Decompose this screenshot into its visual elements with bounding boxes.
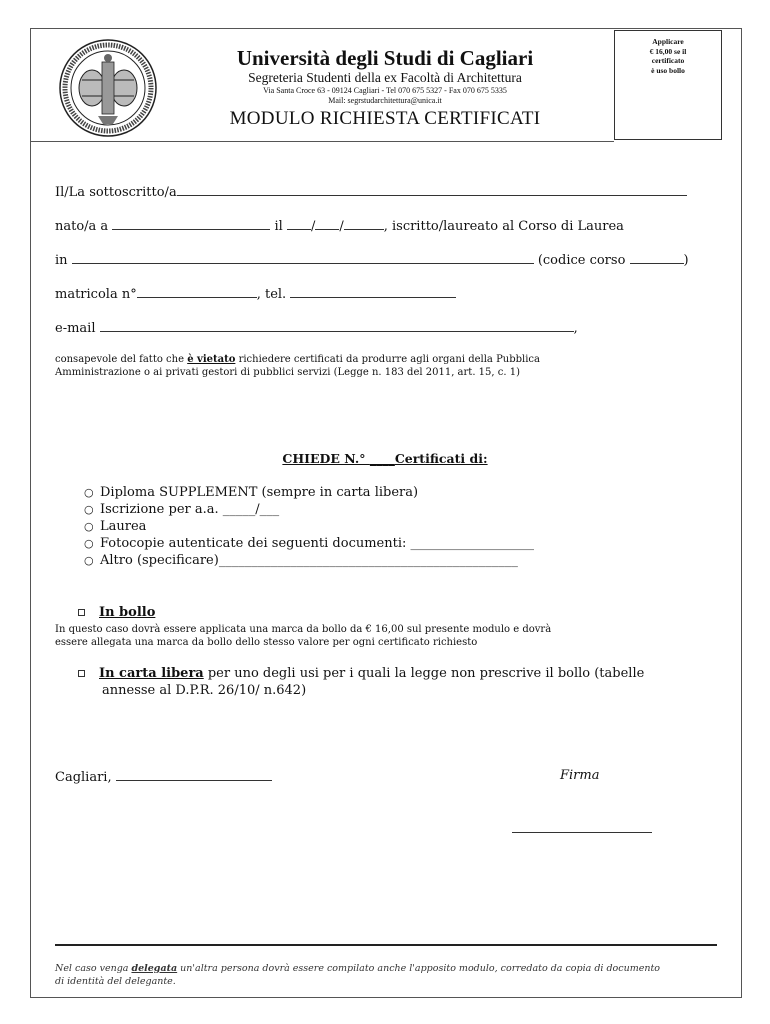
option-label: Altro (specificare)______________________________________________ <box>100 553 518 568</box>
bollo-desc-line2: essere allegata una marca da bollo dello stesso valore per ogni certificato richiesto <box>55 637 478 648</box>
notice-text: consapevole del fatto che <box>55 354 188 365</box>
header-divider <box>30 141 614 142</box>
bollo-desc-line1: In questo caso dovrà essere applicata una marca da bollo da € 16,00 sul presente modulo e dovrà <box>55 624 552 635</box>
office-mail: Mail: segrstudarchitettura@unica.it <box>328 96 442 105</box>
date-sep: / <box>310 219 316 234</box>
label-cagliari: Cagliari, <box>55 770 112 785</box>
email-field[interactable] <box>100 319 574 332</box>
course-field[interactable] <box>72 251 534 264</box>
option-carta-libera[interactable] <box>78 666 644 681</box>
notice-line2: Amministrazione o ai privati gestori di pubblici servizi (Legge n. 183 del 2011, art. 15, c. 1) <box>55 367 520 378</box>
date-field[interactable] <box>116 768 272 781</box>
form-title: MODULO RICHIESTA CERTIFICATI <box>229 108 541 129</box>
circle-bullet-icon: ○ <box>84 554 94 567</box>
option-altro[interactable] <box>84 553 518 568</box>
office-address: Via Santa Croce 63 - 09124 Cagliari - Tel 070 675 5327 - Fax 070 675 5335 <box>263 86 507 95</box>
office-name: Segreteria Studenti della ex Facoltà di Architettura <box>248 70 522 85</box>
bollo-description <box>55 623 725 649</box>
option-iscrizione[interactable] <box>84 502 279 517</box>
option-laurea[interactable] <box>84 519 146 534</box>
footer-text: un'altra persona dovrà essere compilato anche l'apposito modulo, corredato da copia di documento <box>177 963 660 974</box>
option-fotocopie[interactable] <box>84 536 534 551</box>
footer-delegata: delegata <box>131 963 178 974</box>
request-suffix: Certificati di: <box>394 451 488 466</box>
request-prefix: CHIEDE N.° <box>282 451 370 466</box>
notice-vietato: è vietato <box>187 354 236 365</box>
option-label: Diploma SUPPLEMENT (sempre in carta libera) <box>100 485 419 500</box>
email-comma: , <box>573 321 578 336</box>
certificate-count-field[interactable]: ____ <box>369 451 395 466</box>
label-firma: Firma <box>560 768 600 783</box>
label-codice-corso: (codice corso <box>537 253 626 268</box>
label-in: in <box>55 253 68 268</box>
request-heading <box>0 451 770 466</box>
university-seal-logo <box>58 38 158 138</box>
stamp-instructions: Applicare € 16,00 se il certificato è uso bollo <box>649 37 687 75</box>
libera-text: per uno degli usi per i quali la legge non prescrive il bollo (tabelle <box>203 666 645 681</box>
label-matricola: matricola n° <box>55 287 137 302</box>
row-nascita <box>55 217 624 234</box>
row-corso <box>55 251 689 268</box>
circle-bullet-icon: ○ <box>84 486 94 499</box>
footer-line2: di identità del delegante. <box>55 976 176 987</box>
course-code-field[interactable] <box>630 251 684 264</box>
date-sep: / <box>339 219 344 234</box>
footer-text: Nel caso venga <box>55 963 132 974</box>
libera-text-line2: annesse al D.P.R. 26/10/ n.642) <box>102 683 307 698</box>
libera-title: In carta libera <box>99 666 204 681</box>
checkbox-icon[interactable] <box>78 670 85 677</box>
birth-month-field[interactable] <box>315 217 339 230</box>
circle-bullet-icon: ○ <box>84 520 94 533</box>
label-tel: , tel. <box>256 287 287 302</box>
option-label: Fotocopie autenticate dei seguenti documenti: ___________________ <box>100 536 535 551</box>
row-email <box>55 319 578 336</box>
option-label: Iscrizione per a.a. _____/___ <box>100 502 280 517</box>
matricola-field[interactable] <box>137 285 257 298</box>
option-in-bollo[interactable] <box>78 605 155 620</box>
row-matricola <box>55 285 456 302</box>
checkbox-icon[interactable] <box>78 609 85 616</box>
notice-text: richiedere certificati da produrre agli organi della Pubblica <box>235 354 540 365</box>
birthplace-field[interactable] <box>112 217 270 230</box>
circle-bullet-icon: ○ <box>84 537 94 550</box>
name-field[interactable] <box>177 183 687 196</box>
label-sottoscritto: Il/La sottoscritto/a <box>55 185 177 200</box>
legal-notice <box>55 353 725 379</box>
signature-field[interactable] <box>512 832 652 833</box>
bollo-title: In bollo <box>99 605 156 620</box>
label-iscritto: , iscritto/laureato al Corso di Laurea <box>383 219 624 234</box>
label-email: e-mail <box>55 321 96 336</box>
label-nato: nato/a a <box>55 219 109 234</box>
row-sottoscritto <box>55 183 687 200</box>
footer-divider <box>55 944 717 946</box>
revenue-stamp-box <box>614 30 722 140</box>
row-place-date <box>55 768 272 785</box>
paren-close: ) <box>683 253 689 268</box>
option-label: Laurea <box>100 519 147 534</box>
option-diploma[interactable] <box>84 485 418 500</box>
circle-bullet-icon: ○ <box>84 503 94 516</box>
footer-note <box>55 962 720 988</box>
phone-field[interactable] <box>290 285 456 298</box>
birth-day-field[interactable] <box>287 217 311 230</box>
label-il: il <box>274 219 283 234</box>
university-name: Università degli Studi di Cagliari <box>236 46 534 70</box>
birth-year-field[interactable] <box>344 217 384 230</box>
